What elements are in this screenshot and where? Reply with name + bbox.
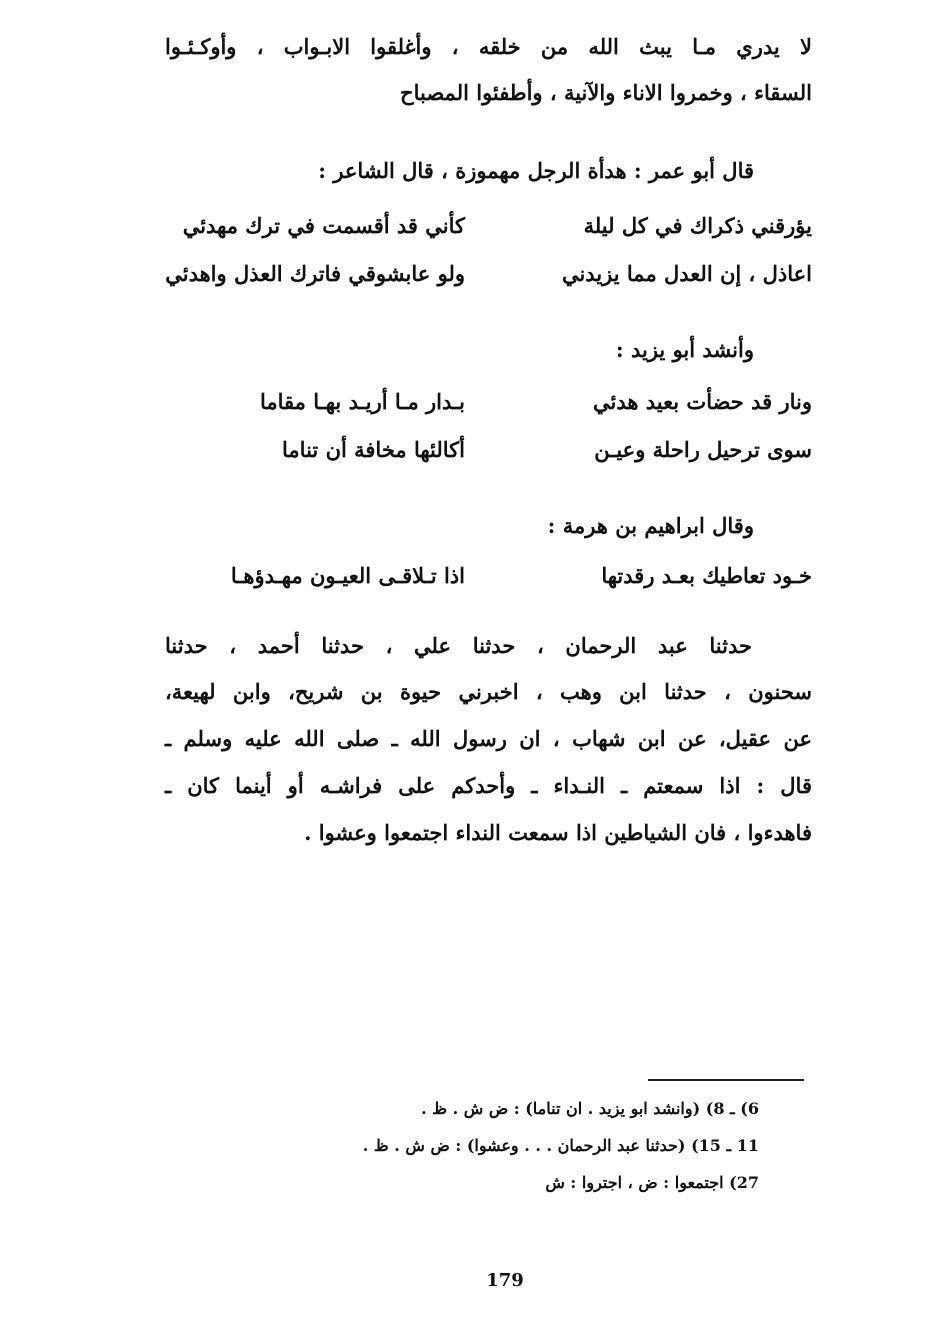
footnote-divider: [648, 1079, 804, 1081]
verse-2-1-second: بـدار مـا أريـد بهـا مقاما: [259, 389, 465, 414]
section-3-heading: وقال ابراهيم بن هرمة :: [547, 513, 754, 538]
verse-1-2-first: اعاذل ، إن العدل مما يزيدني: [561, 261, 812, 286]
verse-3-1-second: اذا تـلاقـى العيـون مهـدؤهـا: [230, 563, 465, 588]
footnote-3: 27) اجتمعوا : ض ، اجتروا : ش: [545, 1173, 759, 1192]
footnote-2: 11 ـ 15) (حدثنا عبد الرحمان . . . وعشوا) : ض ش . ظ .: [362, 1136, 759, 1155]
verse-2-2-second: أكالئها مخافة أن تناما: [282, 437, 465, 462]
intro-line-2: السقاء ، وخمروا الاناء والآنية ، وأطفئوا المصباح: [400, 80, 812, 105]
hadith-line-1: حدثنا عبد الرحمان ، حدثنا علي ، حدثنا أحمد ، حدثنا: [165, 633, 752, 658]
verse-2-2-first: سوى ترحيل راحلة وعيـن: [594, 437, 812, 462]
hadith-line-2: سحنون ، حدثنا ابن وهب ، اخبرني حيوة بن شريح، وابن لهيعة،: [165, 679, 812, 704]
verse-1-1-second: كأني قد أقسمت في ترك مهدئي: [182, 213, 465, 238]
section-1-heading: قال أبو عمر : هدأة الرجل مهموزة ، قال الشاعر :: [318, 158, 754, 183]
verse-2-1-first: ونار قد حضأت بعيد هدئي: [593, 389, 812, 414]
hadith-line-4: قال : اذا سمعتم ـ النـداء ـ وأحدكم على فراشـه أو أينما كان ـ: [165, 773, 812, 798]
section-2-heading: وأنشد أبو يزيد :: [615, 337, 754, 362]
intro-line-1: لا يدري مـا يبث الله من خلقه ، وأغلقوا الابـواب ، وأوكـئـوا: [165, 34, 812, 59]
hadith-line-3: عن عقيل، عن ابن شهاب ، ان رسول الله ـ صلى الله عليه وسلم ـ: [165, 726, 812, 751]
verse-3-1-first: خـود تعاطيك بعـد رقدتها: [601, 563, 812, 588]
verse-1-1-first: يؤرقني ذكراك في كل ليلة: [583, 213, 812, 238]
hadith-line-5: فاهدءوا ، فان الشياطين اذا سمعت النداء اجتمعوا وعشوا .: [304, 820, 812, 845]
footnote-1: 6) ـ 8) (وانشد ابو يزيد . ان تناما) : ض ش . ظ .: [421, 1099, 759, 1118]
page-number: 179: [486, 1270, 524, 1291]
verse-1-2-second: ولو عابشوقي فاترك العذل واهدئي: [165, 261, 465, 286]
